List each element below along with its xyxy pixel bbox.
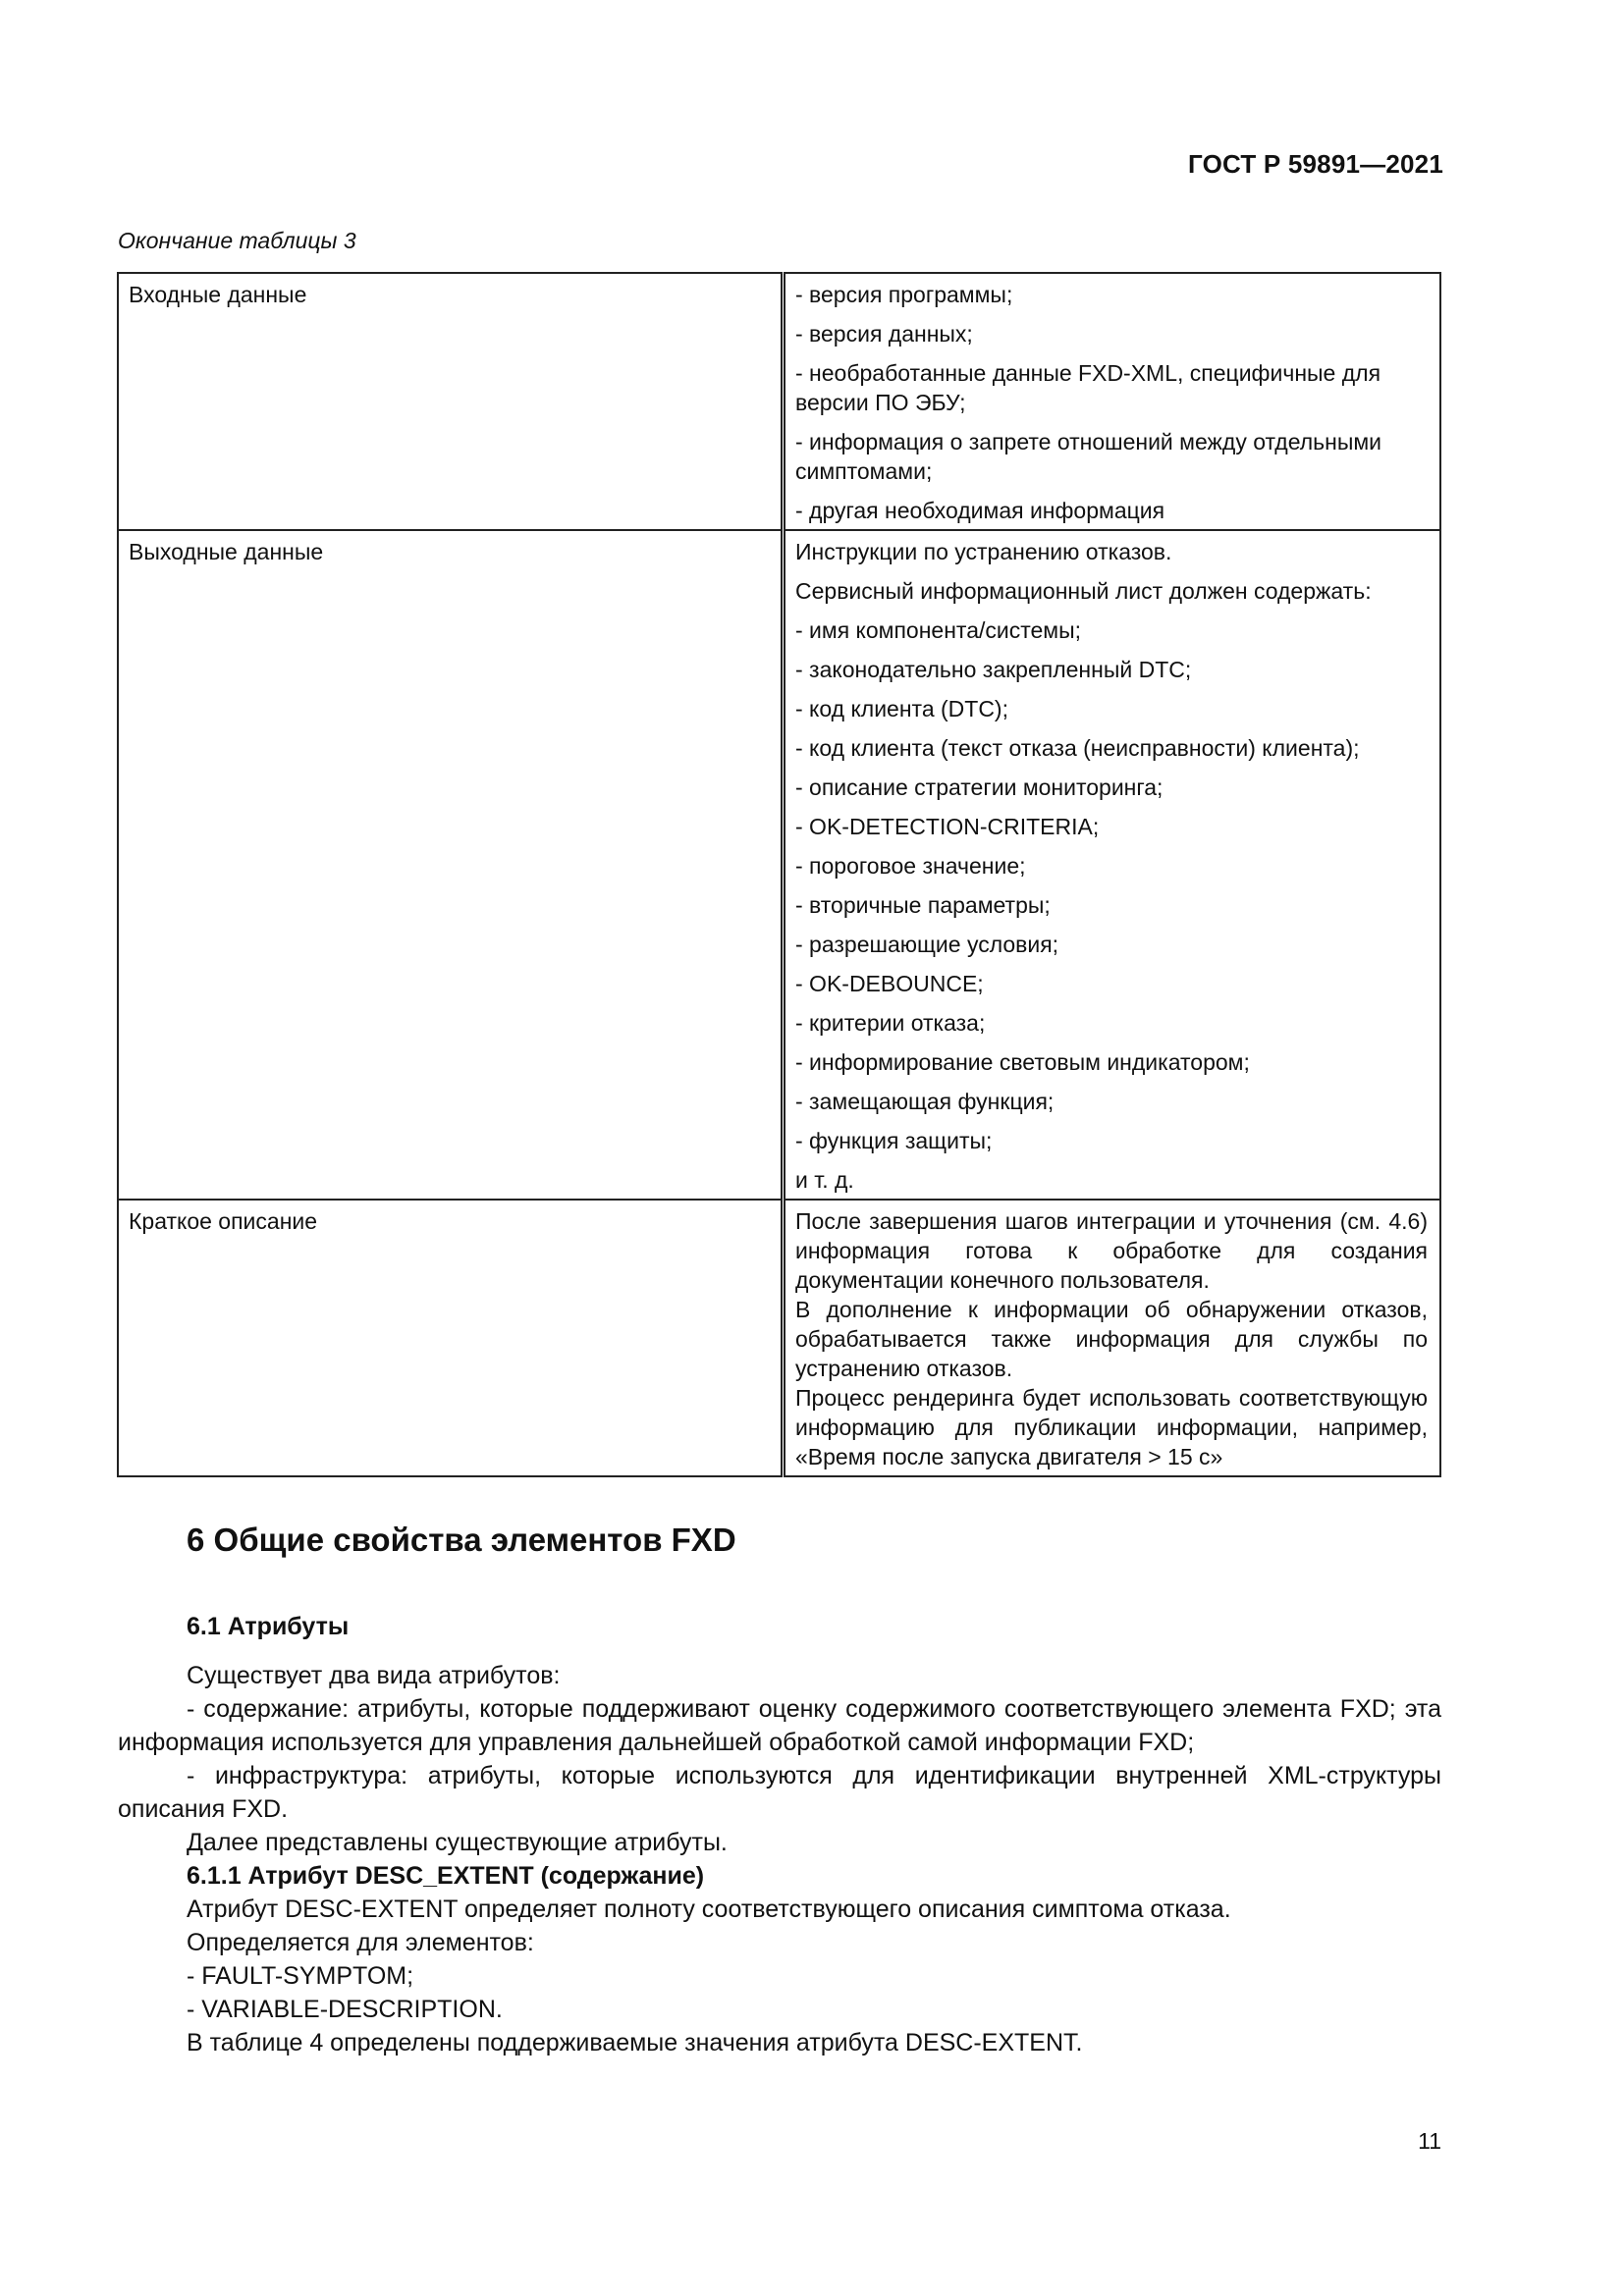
row-label-summary: Краткое описание — [118, 1200, 784, 1476]
list-item: - информирование световым индикатором; — [795, 1049, 1250, 1075]
table-row — [118, 530, 1440, 1200]
paragraph: Атрибут DESC-EXTENT определяет полноту соответствующего описания симптома отказа. — [187, 1896, 1231, 1923]
paragraph: Существует два вида атрибутов: — [187, 1662, 561, 1689]
list-item: - критерии отказа; — [795, 1010, 986, 1036]
list-item: - другая необходимая информация — [795, 498, 1165, 523]
list-item: - замещающая функция; — [795, 1089, 1055, 1114]
table-caption: Окончание таблицы 3 — [118, 228, 356, 253]
document-header: ГОСТ Р 59891—2021 — [1188, 149, 1443, 179]
table-row — [118, 273, 1440, 530]
row-content-summary — [784, 1200, 1441, 1476]
list-item: - версия программы; — [795, 282, 1013, 307]
list-item: Инструкции по устранению отказов. — [795, 539, 1172, 564]
paragraph: - содержание: атрибуты, которые поддерживают оценку содержимого соответствующего элемента FXD; эта информация используется для управления дальнейшей обработкой самой информации FXD; — [118, 1695, 1441, 1756]
paragraph: - VARIABLE-DESCRIPTION. — [187, 1996, 503, 2023]
list-item: - информация о запрете отношений между отдельными симптомами; — [795, 429, 1382, 484]
section-body — [118, 1659, 1441, 2059]
paragraph: - инфраструктура: атрибуты, которые используются для идентификации внутренней XML-структуры описания FXD. — [118, 1762, 1441, 1823]
summary-paragraph: Процесс рендеринга будет использовать соответствующую информацию для публикации информации, например, «Время после запуска двигателя > 15 с» — [795, 1385, 1428, 1469]
list-item: - разрешающие условия; — [795, 932, 1059, 957]
paragraph: - FAULT-SYMPTOM; — [187, 1962, 414, 1990]
section-title: 6 Общие свойства элементов FXD — [187, 1522, 736, 1558]
list-item: - OK-DEBOUNCE; — [795, 971, 984, 996]
row-label-input: Входные данные — [118, 273, 784, 530]
summary-paragraph: После завершения шагов интеграции и уточнения (см. 4.6) информация готова к обработке для создания документации конечного пользователя. — [795, 1208, 1428, 1293]
paragraph: В таблице 4 определены поддерживаемые значения атрибута DESC-EXTENT. — [187, 2029, 1083, 2056]
row-content-input — [784, 273, 1441, 530]
subsection-title: 6.1 Атрибуты — [187, 1613, 350, 1640]
page-number: 11 — [1418, 2128, 1441, 2154]
list-item: Сервисный информационный лист должен содержать: — [795, 578, 1372, 604]
list-item: - OK-DETECTION-CRITERIA; — [795, 814, 1100, 839]
row-content-output — [784, 530, 1441, 1200]
list-item: - описание стратегии мониторинга; — [795, 774, 1164, 800]
list-item: и т. д. — [795, 1167, 854, 1193]
list-item: - законодательно закрепленный DTC; — [795, 657, 1192, 682]
list-item: - функция защиты; — [795, 1128, 993, 1153]
list-item: - вторичные параметры; — [795, 892, 1051, 918]
paragraph: Определяется для элементов: — [187, 1929, 534, 1956]
clause-heading: 6.1.1 Атрибут DESC_EXTENT (содержание) — [187, 1862, 705, 1890]
list-item: - версия данных; — [795, 321, 973, 347]
list-item: - код клиента (текст отказа (неисправности) клиента); — [795, 735, 1360, 761]
table-3 — [117, 272, 1441, 1477]
summary-paragraph: В дополнение к информации об обнаружении отказов, обрабатывается также информация для службы по устранению отказов. — [795, 1297, 1428, 1381]
row-label-output: Выходные данные — [118, 530, 784, 1200]
list-item: - код клиента (DTC); — [795, 696, 1008, 721]
table-row — [118, 1200, 1440, 1476]
list-item: - пороговое значение; — [795, 853, 1026, 879]
list-item: - необработанные данные FXD-XML, специфичные для версии ПО ЭБУ; — [795, 360, 1381, 415]
list-item: - имя компонента/системы; — [795, 617, 1082, 643]
paragraph: Далее представлены существующие атрибуты. — [187, 1829, 728, 1856]
